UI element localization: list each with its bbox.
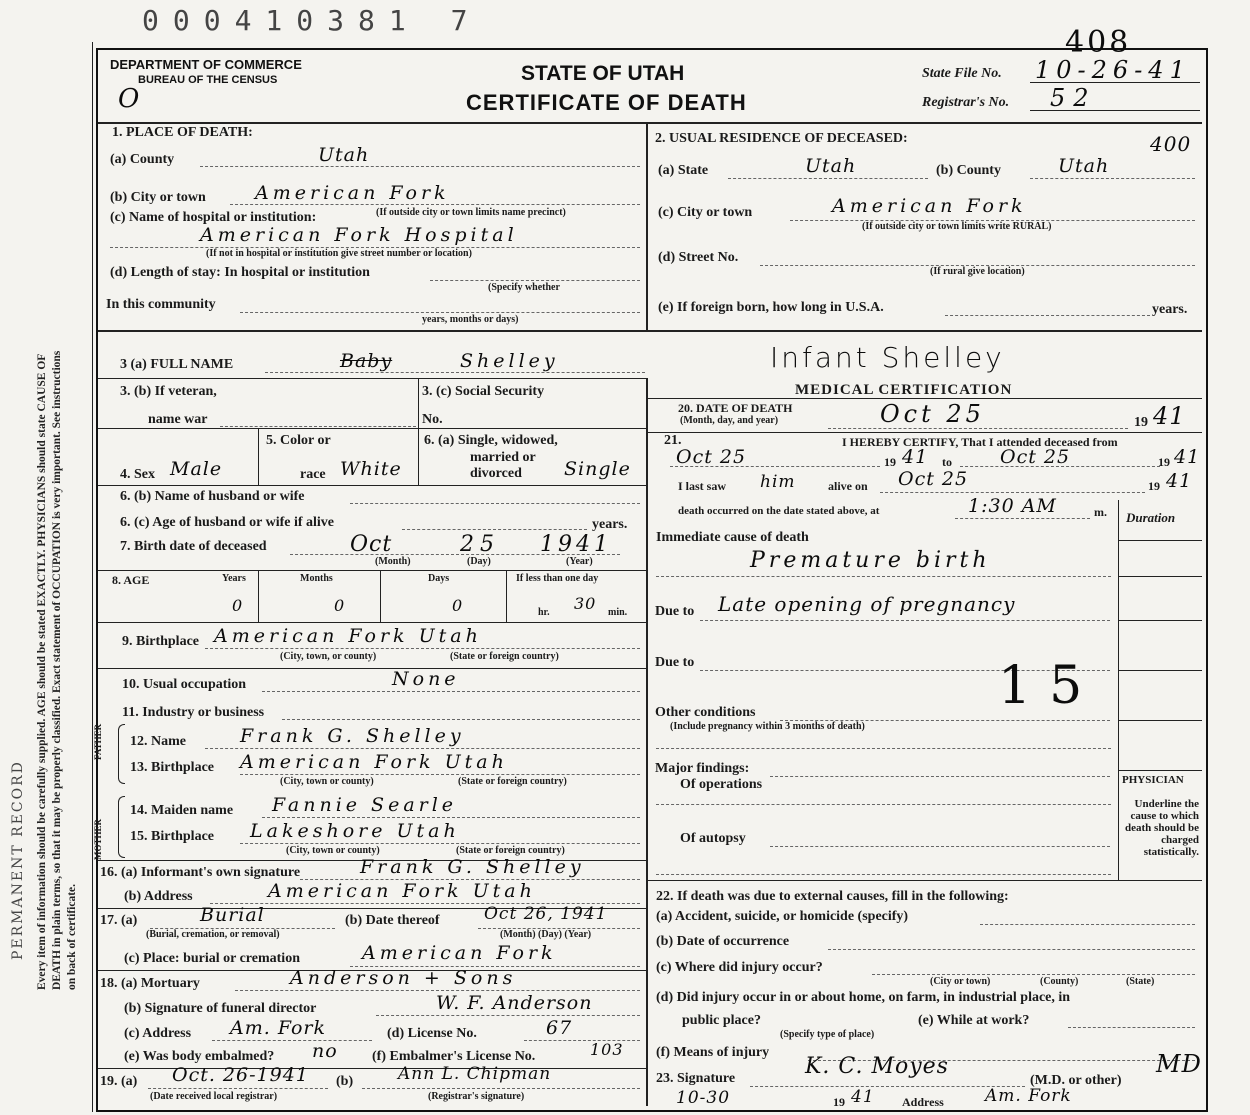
mother-birthplace-value: Lakeshore Utah (250, 820, 460, 842)
mother-state-note: (State or foreign country) (456, 845, 565, 856)
funeral-director-label: (b) Signature of funeral director (124, 1001, 317, 1016)
age-minutes-value: 30 (574, 594, 597, 613)
registrar-date-value: Oct. 26-1941 (172, 1064, 309, 1086)
name-value: Shelley (460, 350, 559, 372)
father-city-note: (City, town or county) (280, 776, 374, 787)
specify-whether-note: (Specify whether (488, 282, 560, 293)
age-months-label: Months (300, 573, 333, 584)
underline-note: Underline the cause to which death should be charged statistically. (1125, 798, 1199, 858)
license-value: 67 (546, 1017, 573, 1039)
foreign-born-years: years. (1152, 302, 1188, 317)
informant-label: 16. (a) Informant's own signature (100, 865, 301, 880)
last-saw-value: him (760, 472, 796, 492)
father-birthplace-value: American Fork Utah (240, 751, 508, 773)
hospital-sub-note: (If not in hospital or institution give street number or location) (206, 248, 472, 259)
father-name-value: Frank G. Shelley (240, 725, 465, 747)
informant-address-label: (b) Address (124, 889, 193, 904)
full-name-label: 3 (a) FULL NAME (120, 357, 234, 372)
signature-yr-label: 19 (833, 1095, 845, 1109)
birthplace-city-note: (City, town, or county) (280, 651, 377, 662)
years-months-days-note: years, months or days) (422, 314, 519, 325)
date-of-death-year: 41 (1153, 402, 1186, 430)
mortuary-address-value: Am. Fork (230, 1017, 326, 1039)
death-city-label: (b) City or town (110, 190, 206, 205)
immediate-cause-value: Premature birth (750, 548, 991, 573)
length-of-stay-label: (d) Length of stay: In hospital or institution (110, 265, 370, 280)
means-injury-label: (f) Means of injury (656, 1045, 770, 1060)
certificate-title: CERTIFICATE OF DEATH (466, 90, 747, 115)
margin-instructions-3: on back of certificate. (66, 883, 78, 990)
registrar-no-value: 52 (1050, 84, 1097, 112)
ssn-no-label: No. (422, 412, 443, 427)
birthplace-state-note: (State or foreign country) (450, 651, 559, 662)
left-edge-line (92, 42, 93, 1112)
burial-label: 17. (a) (100, 913, 138, 928)
sex-label: 4. Sex (120, 467, 155, 482)
name-war-label: name war (148, 412, 208, 427)
age-days-label: Days (428, 573, 450, 584)
registrar-no-label: Registrar's No. (922, 95, 1010, 110)
street-no-label: (d) Street No. (658, 250, 739, 265)
father-tag: FATHER (93, 723, 103, 760)
community-label: In this community (106, 297, 216, 312)
registrar-date-note: (Date received local registrar) (150, 1091, 278, 1102)
color-race-label: 5. Color or (266, 433, 331, 448)
burial-place-value: American Fork (362, 942, 557, 964)
attended-to-value: Oct 25 (1000, 446, 1071, 468)
residence-city-note: (If outside city or town limits write RURAL) (862, 221, 1052, 232)
attended-yr2-value: 41 (1174, 446, 1201, 468)
mother-city-note: (City, town or county) (286, 845, 380, 856)
place-of-death-label: 1. PLACE OF DEATH: (112, 125, 253, 140)
residence-city-value: American Fork (832, 195, 1027, 217)
death-county-value: Utah (318, 144, 370, 166)
birth-month-value: Oct (350, 532, 393, 557)
medical-certification-header: MEDICAL CERTIFICATION (795, 382, 1013, 398)
certify-label: I HEREBY CERTIFY, That I attended deceased from (842, 435, 1118, 449)
mother-tag: MOTHER (93, 818, 103, 860)
registrar-sig-label: (b) (336, 1074, 354, 1089)
informant-value: Frank G. Shelley (360, 856, 585, 878)
margin-instructions-1: Every item of information should be carefully supplied. AGE should be stated EXACTLY. PHYSICIANS should state CAUSE OF (36, 353, 48, 990)
corner-note: 400 (1150, 132, 1192, 156)
death-occurred-label: death occurred on the date stated above, at (678, 505, 880, 517)
embalmed-label: (e) Was body embalmed? (124, 1049, 275, 1064)
where-county-note: (County) (1040, 976, 1079, 987)
while-at-work-label: (e) While at work? (918, 1013, 1030, 1028)
of-operations-label: Of operations (680, 777, 763, 792)
race-label: race (300, 467, 326, 482)
sex-value: Male (170, 458, 223, 480)
spouse-name-label: 6. (b) Name of husband or wife (120, 489, 305, 504)
birth-day-note: (Day) (467, 556, 491, 567)
mother-name-value: Fannie Searle (272, 794, 458, 816)
signature-yr-value: 41 (851, 1087, 875, 1107)
state-file-label: State File No. (922, 66, 1002, 81)
death-county-label: (a) County (110, 152, 175, 167)
less-than-day-label: If less than one day (516, 573, 599, 584)
residence-county-value: Utah (1058, 155, 1110, 177)
marital-line1: 6. (a) Single, widowed, (424, 433, 558, 448)
attended-from-value: Oct 25 (676, 446, 747, 468)
attended-yr1-value: 41 (902, 446, 929, 468)
occupation-label: 10. Usual occupation (122, 677, 247, 692)
embalmer-license-value: 103 (590, 1040, 624, 1059)
death-time-value: 1:30 AM (968, 495, 1057, 517)
burial-type-note: (Burial, cremation, or removal) (146, 929, 280, 940)
other-conditions-note: (Include pregnancy within 3 months of death) (670, 721, 865, 732)
immediate-cause-label: Immediate cause of death (656, 530, 809, 545)
state-file-value: 10-26-41 (1035, 56, 1191, 84)
file-stamp: 408 (1065, 25, 1132, 60)
date-occurrence-label: (b) Date of occurrence (656, 934, 790, 949)
birth-year-note: (Year) (566, 556, 593, 567)
license-label: (d) License No. (387, 1026, 477, 1041)
residence-state-value: Utah (805, 155, 857, 177)
usual-residence-label: 2. USUAL RESIDENCE OF DECEASED: (655, 131, 908, 146)
md-or-other-label: (M.D. or other) (1030, 1073, 1122, 1088)
age-label: 8. AGE (112, 573, 150, 587)
attended-yr2-label: 19 (1158, 455, 1170, 469)
physician-label: PHYSICIAN (1122, 774, 1184, 786)
marital-line3: divorced (470, 466, 522, 481)
funeral-director-value: W. F. Anderson (436, 992, 593, 1014)
attended-to-label: to (942, 455, 952, 469)
hr-label: hr. (538, 607, 550, 618)
duration-label: Duration (1126, 510, 1176, 525)
registrar-sig-value: Ann L. Chipman (398, 1064, 552, 1084)
occupation-value: None (392, 668, 460, 690)
mother-name-label: 14. Maiden name (130, 803, 234, 818)
burial-date-note: (Month) (Day) (Year) (500, 929, 592, 940)
age-months-value: 0 (334, 596, 346, 615)
rural-location-note: (If rural give location) (930, 266, 1025, 277)
spouse-age-label: 6. (c) Age of husband or wife if alive (120, 515, 335, 530)
address-value: Am. Fork (985, 1086, 1072, 1106)
birth-year-value: 1941 (540, 532, 612, 557)
alive-yr-value: 41 (1166, 470, 1193, 492)
mortuary-address-label: (c) Address (124, 1026, 192, 1041)
injury-home-label: (d) Did injury occur in or about home, on farm, in industrial place, in (656, 990, 1071, 1005)
age-years-value: 0 (232, 596, 244, 615)
birthplace-value: American Fork Utah (214, 625, 482, 647)
hospital-label: (c) Name of hospital or institution: (110, 210, 317, 225)
min-label: min. (608, 607, 628, 618)
date-of-death-value: Oct 25 (880, 400, 985, 428)
last-saw-label: I last saw (678, 479, 727, 493)
other-conditions-label: Other conditions (655, 705, 756, 720)
address-label: Address (902, 1095, 944, 1109)
alive-on-label: alive on (828, 479, 868, 493)
name-struck: Baby (340, 350, 393, 372)
residence-city-label: (c) City or town (658, 205, 753, 220)
residence-county-label: (b) County (936, 163, 1001, 178)
other-conditions-mark: 15 (998, 656, 1101, 716)
circle-mark: O (118, 84, 141, 114)
birth-day-value: 25 (460, 532, 500, 557)
hospital-note: (If outside city or town limits name precinct) (376, 207, 566, 218)
father-bracket (118, 724, 125, 784)
father-state-note: (State or foreign country) (458, 776, 567, 787)
date-of-death-year-label: 19 (1134, 415, 1148, 430)
attended-yr1-label: 19 (884, 455, 896, 469)
signature-label: 23. Signature (656, 1071, 736, 1086)
informant-address-value: American Fork Utah (268, 880, 536, 902)
date-of-death-label: 20. DATE OF DEATH (678, 401, 793, 415)
mother-birthplace-label: 15. Birthplace (130, 829, 214, 844)
marital-value: Single (564, 458, 631, 480)
birth-date-label: 7. Birth date of deceased (120, 539, 267, 554)
where-state-note: (State) (1126, 976, 1155, 987)
margin-ghost-text: PERMANENT RECORD (10, 760, 26, 960)
alive-on-value: Oct 25 (898, 468, 969, 490)
bureau-name: BUREAU OF THE CENSUS (138, 74, 278, 86)
father-name-label: 12. Name (130, 734, 186, 749)
embalmed-value: no (312, 1040, 338, 1062)
marital-line2: married or (470, 450, 536, 465)
mother-bracket (118, 796, 125, 858)
of-autopsy-label: Of autopsy (680, 831, 746, 846)
death-city-value: American Fork (255, 182, 450, 204)
residence-state-label: (a) State (658, 163, 709, 178)
serial-number: 000410381 7 (142, 4, 482, 37)
date-of-death-note: (Month, day, and year) (680, 415, 779, 426)
birth-month-note: (Month) (375, 556, 411, 567)
hospital-value: American Fork Hospital (200, 224, 518, 246)
spouse-age-years: years. (592, 517, 628, 532)
foreign-born-label: (e) If foreign born, how long in U.S.A. (658, 300, 884, 315)
mortuary-label: 18. (a) Mortuary (100, 976, 200, 991)
due-to-2-label: Due to (655, 655, 695, 670)
external-causes-label: 22. If death was due to external causes, fill in the following: (656, 889, 1009, 904)
where-injury-label: (c) Where did injury occur? (656, 960, 823, 975)
signature-date-value: 10-30 (676, 1088, 731, 1108)
infant-name-value: Infant Shelley (770, 341, 1005, 374)
birthplace-label: 9. Birthplace (122, 634, 199, 649)
department-name: DEPARTMENT OF COMMERCE (110, 57, 302, 72)
due-to-1-label: Due to (655, 604, 695, 619)
md-note: MD (1156, 1050, 1202, 1078)
burial-date-value: Oct 26, 1941 (484, 904, 608, 924)
registrar-sig-note: (Registrar's signature) (428, 1091, 525, 1102)
where-city-note: (City or town) (930, 976, 991, 987)
registrar-date-label: 19. (a) (100, 1074, 138, 1089)
social-security-label: 3. (c) Social Security (422, 384, 545, 399)
certificate-state: STATE OF UTAH (521, 62, 685, 85)
public-place-label: public place? (682, 1013, 761, 1028)
burial-value: Burial (200, 904, 265, 926)
physician-signature: K. C. Moyes (805, 1054, 949, 1079)
alive-yr-label: 19 (1148, 479, 1160, 493)
race-value: White (340, 458, 402, 480)
accident-label: (a) Accident, suicide, or homicide (specify) (656, 909, 909, 924)
veteran-label: 3. (b) If veteran, (120, 384, 217, 399)
age-days-value: 0 (452, 596, 464, 615)
burial-date-label: (b) Date thereof (345, 913, 440, 928)
mortuary-value: Anderson + Sons (290, 967, 517, 989)
due-to-1-value: Late opening of pregnancy (718, 592, 1016, 616)
major-findings-label: Major findings: (655, 761, 750, 776)
burial-place-label: (c) Place: burial or cremation (124, 951, 300, 966)
margin-instructions-2: DEATH in plain terms, so that it may be properly classified. Exact statement of OCCUPATION is very important. See instructions (51, 350, 63, 990)
death-time-m: m. (1094, 505, 1107, 519)
embalmer-license-label: (f) Embalmer's License No. (372, 1049, 536, 1064)
age-years-label: Years (222, 573, 246, 584)
item-21-label: 21. (664, 433, 682, 448)
father-birthplace-label: 13. Birthplace (130, 760, 214, 775)
type-of-place-note: (Specify type of place) (780, 1029, 875, 1040)
industry-label: 11. Industry or business (122, 705, 265, 720)
